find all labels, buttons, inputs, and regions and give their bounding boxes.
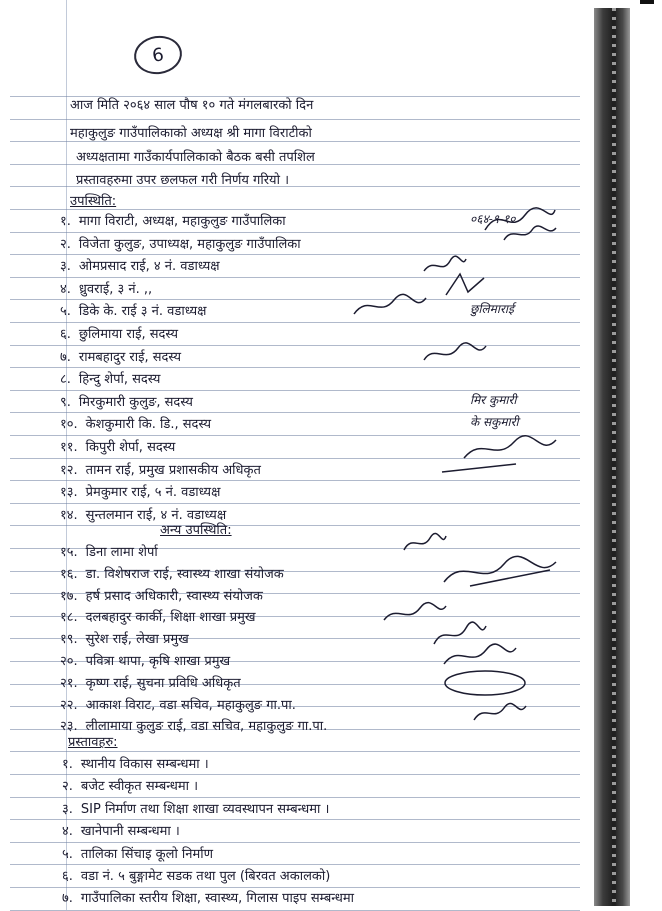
corner-mark	[640, 0, 654, 4]
item-text: खानेपानी सम्बन्धमा ।	[80, 824, 180, 839]
item-number: ११.	[60, 440, 78, 455]
item-number: ७.	[62, 891, 73, 906]
item-text: डिना लामा शेर्पा	[85, 545, 158, 560]
item-number: १५.	[60, 545, 78, 560]
list-item	[60, 632, 189, 648]
item-text: तामन राई, प्रमुख प्रशासकीय अधिकृत	[85, 463, 261, 478]
signature-8	[440, 458, 520, 478]
item-number: ६.	[60, 327, 71, 342]
item-number: १७.	[60, 589, 78, 604]
item-number: ५.	[60, 304, 71, 319]
item-number: १३.	[60, 485, 78, 500]
list-item	[60, 610, 256, 626]
ruled-line	[10, 480, 580, 481]
item-number: ४.	[62, 824, 73, 839]
item-number: ९.	[60, 395, 71, 410]
item-text: हर्ष प्रसाद अधिकारी, स्वास्थ्य संयोजक	[85, 589, 263, 604]
item-text: गाउँपालिका स्तरीय शिक्षा, स्वास्थ्य, गिलास पाइप सम्बन्धमा	[80, 891, 354, 906]
item-text: सुरेश राई, लेखा प्रमुख	[85, 632, 189, 647]
list-item	[60, 440, 175, 456]
item-text: कृष्ण राई, सुचना प्रविधि अधिकृत	[85, 676, 241, 691]
list-item	[60, 372, 160, 388]
header-line-4: प्रस्तावहरुमा उपर छलफल गरी निर्णय गरियो ।	[76, 173, 290, 188]
list-item	[62, 891, 354, 907]
item-text: हिन्दु शेर्पा, सदस्य	[78, 372, 161, 387]
item-number: १२.	[60, 463, 78, 478]
list-item	[62, 869, 330, 885]
item-number: २१.	[60, 676, 78, 691]
item-number: १९.	[60, 632, 78, 647]
list-item	[60, 350, 181, 366]
ruled-line	[10, 322, 580, 323]
header-line-2: महाकुलुङ गाउँपालिकाको अध्यक्ष श्री मागा विराटीको	[70, 126, 312, 141]
ruled-line	[10, 96, 580, 97]
item-text: डा. विशेषराज राई, स्वास्थ्य शाखा संयोजक	[85, 567, 284, 582]
signature-2	[500, 222, 560, 246]
list-item	[60, 237, 301, 253]
item-number: २.	[62, 779, 73, 794]
list-item	[60, 259, 220, 275]
page-number	[132, 33, 185, 77]
item-number: २०.	[60, 654, 78, 669]
item-text: प्रेमकुमार राई, ५ नं. वडाध्यक्ष	[85, 485, 221, 500]
ruled-line	[10, 503, 580, 504]
list-item	[60, 654, 230, 670]
list-item	[62, 824, 180, 840]
item-text: रामबहादुर राई, सदस्य	[78, 350, 182, 365]
signature-10	[440, 552, 560, 592]
list-item	[62, 779, 198, 795]
item-text: विजेता कुलुङ, उपाध्यक्ष, महाकुलुङ गाउँपालिका	[78, 237, 301, 252]
item-text: वडा नं. ५ बुङ्गामेट सडक तथा पुल (बिरवत अकालको)	[80, 869, 331, 884]
signature-14	[440, 666, 530, 700]
list-item	[60, 545, 158, 561]
list-item	[60, 327, 178, 343]
list-item	[60, 304, 206, 320]
ruled-line	[10, 525, 580, 526]
ruled-line	[10, 345, 580, 346]
list-item	[60, 214, 286, 230]
header-line-3: अध्यक्षतामा गाउँकार्यपालिकाको बैठक बसी तपशिल	[76, 150, 315, 165]
item-number: १८.	[60, 610, 78, 625]
list-item	[60, 567, 284, 583]
item-text: सुन्तलमान राई, ४ नं. वडाध्यक्ष	[85, 508, 227, 523]
list-item	[62, 757, 209, 773]
item-text: ओमप्रसाद राई, ४ नं. वडाध्यक्ष	[78, 259, 220, 274]
ruled-line	[10, 842, 580, 843]
list-item	[60, 463, 261, 479]
item-text: ध्रुवराई, ३ नं. ,,	[78, 282, 153, 297]
ruled-line	[10, 277, 580, 278]
item-number: २.	[60, 237, 71, 252]
item-text: केशकुमारी कि. डि., सदस्य	[85, 417, 212, 432]
item-number: ८.	[60, 372, 71, 387]
attendance-heading: उपस्थिति:	[70, 194, 117, 209]
item-text: आकाश विराट, वडा सचिव, महाकुलुङ गा.पा.	[85, 698, 296, 713]
list-item	[60, 676, 241, 692]
list-item	[60, 417, 211, 433]
page-number-text: 6	[150, 43, 166, 67]
ruled-line	[10, 887, 580, 888]
item-text: तालिका सिंचाइ कूलो निर्माण	[80, 847, 214, 862]
item-number: १०.	[60, 417, 78, 432]
list-item	[60, 508, 226, 524]
list-item	[62, 847, 213, 863]
signature-4	[440, 270, 490, 300]
ruled-line	[10, 254, 580, 255]
list-item	[60, 282, 152, 298]
item-text: स्थानीय विकास सम्बन्धमा ।	[80, 757, 209, 772]
item-number: २३.	[60, 719, 78, 734]
item-number: ३.	[60, 259, 71, 274]
ruled-line	[10, 367, 580, 368]
ruled-line	[10, 751, 580, 752]
signature-text: मिर कुमारी	[470, 393, 517, 407]
list-item	[60, 589, 263, 605]
list-item	[62, 802, 329, 818]
item-text: SIP निर्माण तथा शिक्षा शाखा व्यवस्थापन सम्बन्धमा ।	[80, 802, 330, 817]
ruled-line	[10, 864, 580, 865]
item-number: ७.	[60, 350, 71, 365]
item-text: पवित्रा थापा, कृषि शाखा प्रमुख	[85, 654, 231, 669]
item-number: ३.	[62, 802, 73, 817]
signature-text: छुलिमाराई	[470, 302, 514, 316]
item-number: १४.	[60, 508, 78, 523]
signature-6	[420, 340, 490, 366]
item-number: ५.	[62, 847, 73, 862]
item-text: मिरकुमारी कुलुङ, सदस्य	[78, 395, 193, 410]
item-text: छुलिमाया राई, सदस्य	[78, 327, 179, 342]
list-item	[60, 698, 296, 714]
other-heading: अन्य उपस्थिति:	[160, 523, 232, 538]
item-text: लीलामाया कुलुङ राई, वडा सचिव, महाकुलुङ गा.पा.	[85, 719, 328, 734]
list-item	[60, 485, 220, 501]
item-text: बजेट स्वीकृत सम्बन्धमा ।	[80, 779, 199, 794]
list-item	[60, 719, 327, 735]
ruled-line	[10, 819, 580, 820]
item-number: १६.	[60, 567, 78, 582]
item-text: मागा विराटी, अध्यक्ष, महाकुलुङ गाउँपालिका	[78, 214, 286, 229]
item-number: १.	[62, 757, 73, 772]
item-number: ४.	[60, 282, 71, 297]
item-number: २२.	[60, 698, 78, 713]
item-text: दलबहादुर कार्की, शिक्षा शाखा प्रमुख	[85, 610, 256, 625]
list-item	[60, 395, 193, 411]
ruled-line	[10, 774, 580, 775]
proposals-heading: प्रस्तावहरु:	[68, 735, 118, 750]
signature-15	[470, 700, 530, 726]
header-line-1: आज मिति २०६४ साल पौष १० गते मंगलबारको दिन	[70, 98, 314, 113]
item-number: ६.	[62, 869, 73, 884]
signature-text: ०६४-९-१०	[470, 212, 516, 226]
signature-5	[350, 290, 430, 320]
item-text: किपुरी शेर्पा, सदस्य	[85, 440, 176, 455]
ruled-line	[10, 797, 580, 798]
binding-stripe	[612, 8, 616, 906]
item-text: डिके के. राई ३ नं. वडाध्यक्ष	[78, 304, 207, 319]
ruled-line	[10, 119, 580, 120]
signature-text: के सकुमारी	[470, 415, 519, 429]
item-number: १.	[60, 214, 71, 229]
